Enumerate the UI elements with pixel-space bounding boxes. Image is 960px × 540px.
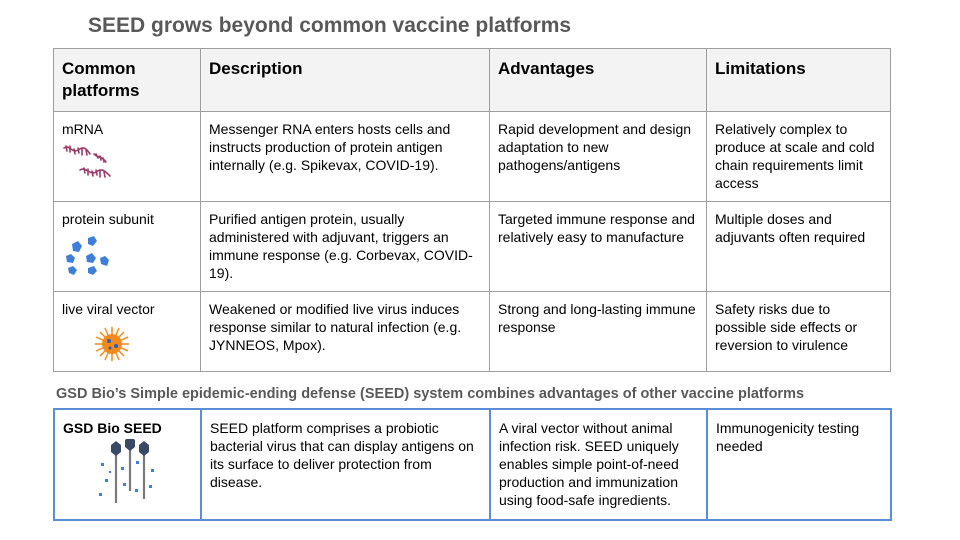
platform-cell [54,112,201,202]
platforms-table [53,48,891,372]
table-header-row [54,49,891,112]
seed-table [53,408,892,521]
table-row [54,409,891,520]
description-cell: SEED platform comprises a probiotic bacterial virus that can display antigens on its surface to deliver protection from disease. [201,409,490,520]
bacteriophage-icon [91,439,161,505]
limitations-cell: Relatively complex to produce at scale and cold chain requirements limit access [707,112,891,202]
page-title: SEED grows beyond common vaccine platforms [88,14,572,37]
table-row [54,112,891,202]
platform-name: protein subunit [62,211,154,227]
description-cell: Purified antigen protein, usually administered with adjuvant, triggers an immune response (e.g. Corbevax, COVID-19). [201,202,490,292]
virus-icon [92,324,152,364]
platform-name: live viral vector [62,301,155,317]
header-platforms: Common platforms [54,49,201,112]
platform-cell [54,409,201,520]
limitations-cell: Immunogenicity testing needed [707,409,891,520]
header-advantages: Advantages [490,49,707,112]
mrna-strand-icon [62,144,122,190]
platform-name: mRNA [62,121,104,137]
advantages-cell: Rapid development and design adaptation to new pathogens/antigens [490,112,707,202]
advantages-cell: Strong and long-lasting immune response [490,292,707,372]
header-limitations: Limitations [707,49,891,112]
limitations-cell: Multiple doses and adjuvants often required [707,202,891,292]
advantages-cell: Targeted immune response and relatively easy to manufacture [490,202,707,292]
platform-name: GSD Bio SEED [63,420,162,436]
description-cell: Messenger RNA enters hosts cells and instructs production of protein antigen internally (e.g. Spikevax, COVID-19). [201,112,490,202]
platform-cell [54,202,201,292]
limitations-cell: Safety risks due to possible side effects or reversion to virulence [707,292,891,372]
seed-subtitle: GSD Bio’s Simple epidemic-ending defense (SEED) system combines advantages of other vaccine platforms [56,386,805,402]
platform-cell [54,292,201,372]
description-cell: Weakened or modified live virus induces response similar to natural infection (e.g. JYNNEOS, Mpox). [201,292,490,372]
header-description: Description [201,49,490,112]
advantages-cell: A viral vector without animal infection risk. SEED uniquely enables simple point-of-need production and immunization using food-safe ingredients. [490,409,707,520]
protein-particles-icon [62,234,122,280]
table-row [54,292,891,372]
table-row [54,202,891,292]
